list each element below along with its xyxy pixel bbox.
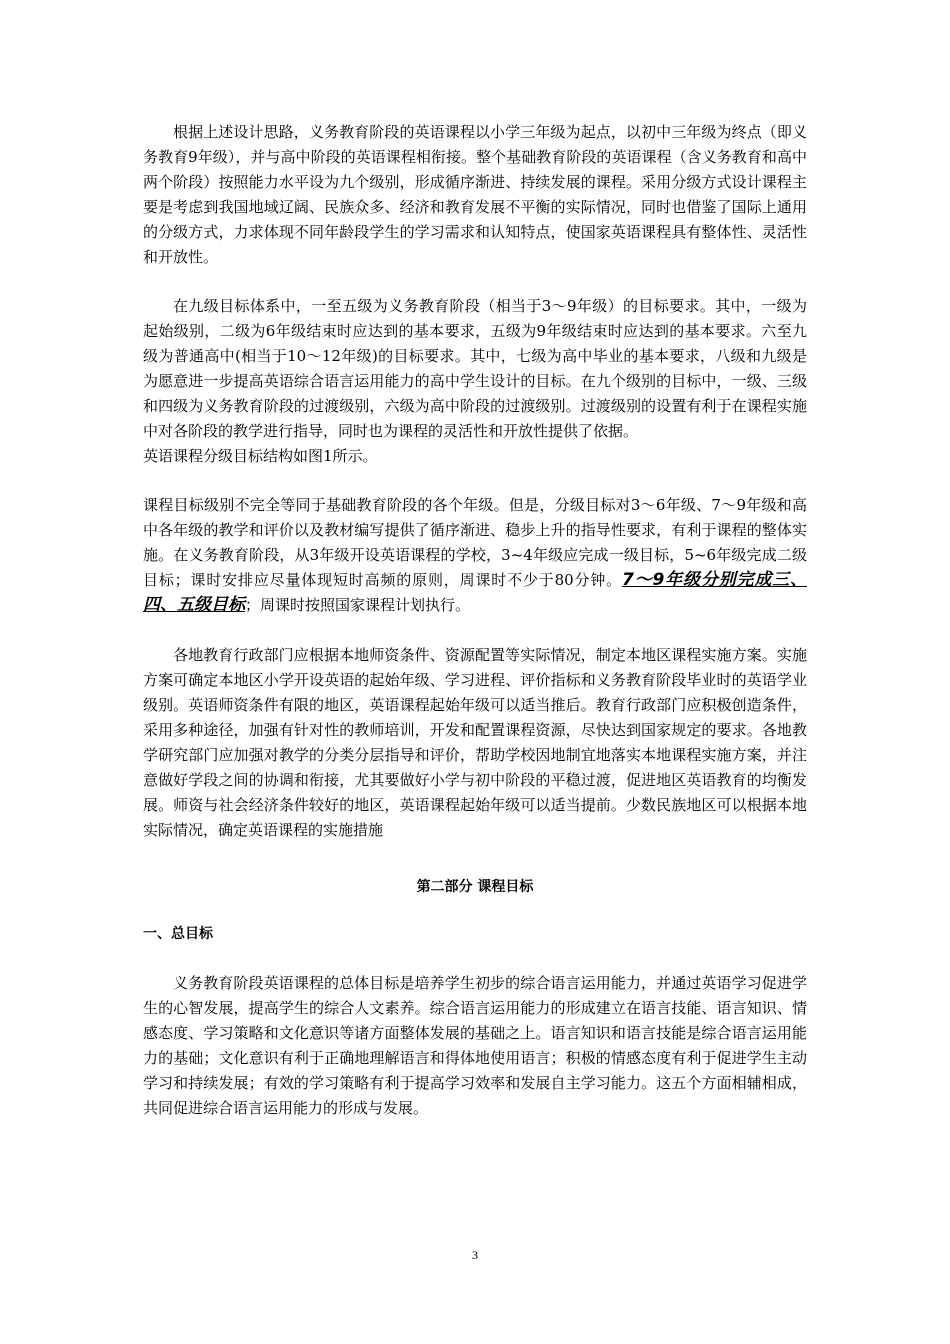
part-title: 第二部分 课程目标 [416, 879, 534, 895]
emphasis-grade-7-9-targets: 7～9年级分别完成三、四、五级目标 [143, 570, 807, 615]
document-page [143, 0, 807, 1121]
page-number: 3 [472, 1248, 478, 1262]
paragraph-overall-goal: 义务教育阶段英语课程的总体目标是培养学生初步的综合语言运用能力，并通过英语学习促进学生的心智发展，提高学生的综合人文素养。综合语言运用能力的形成建立在语言技能、语言知识、情感态度、学习策略和文化意识等诸方面整体发展的基础之上。语言知识和语言技能是综合语言运用能力的基础；文化意识有利于正确地理解语言和得体地使用语言；积极的情感态度有利于促进学生主动学习和持续发展；有效的学习策略有利于提高学习效率和发展自主学习能力。这五个方面相辅相成，共同促进综合语言运用能力的形成与发展。 [143, 974, 807, 1117]
section-title: 一、总目标 [143, 926, 213, 942]
paragraph-design-rationale: 根据上述设计思路，义务教育阶段的英语课程以小学三年级为起点，以初中三年级为终点（即义务教育9年级），并与高中阶段的英语课程相衔接。整个基础教育阶段的英语课程（含义务教育和高中两个阶段）按照能力水平设为九个级别，形成循序渐进、持续发展的课程。采用分级方式设计课程主要是考虑到我国地域辽阔、民族众多、经济和教育发展不平衡的实际情况，同时也借鉴了国际上通用的分级方式，力求体现不同年龄段学生的学习需求和认知特点，使国家英语课程具有整体性、灵活性和开放性。 [143, 123, 807, 266]
paragraph-level-grade-mapping-tail: ；周课时按照国家课程计划执行。 [245, 596, 471, 614]
paragraph-level-grade-mapping [143, 493, 807, 618]
paragraph-level-grade-mapping-text: 课程目标级别不完全等同于基础教育阶段的各个年级。但是，分级目标对3～6年级、7～9年级和高中各年级的教学和评价以及教材编写提供了循序渐进、稳步上升的指导性要求，有利于课程的整体实施。在义务教育阶段，从3年级开设英语课程的学校，3~4年级应完成一级目标，5~6年级完成二级目标；课时安排应尽量体现短时高频的原则，周课时不少于80分钟。 [143, 496, 807, 589]
paragraph-local-implementation: 各地教育行政部门应根据本地师资条件、资源配置等实际情况，制定本地区课程实施方案。实施方案可确定本地区小学开设英语的起始年级、学习进程、评价指标和义务教育阶段毕业时的英语学业级别。英语师资条件有限的地区，英语课程起始年级可以适当推后。教育行政部门应积极创造条件，采用多种途径，加强有针对性的教师培训，开发和配置课程资源，尽快达到国家规定的要求。各地教学研究部门应加强对教学的分类分层指导和评价，帮助学校因地制宜地落实本地课程实施方案，并注意做好学段之间的协调和衔接，尤其要做好小学与初中阶段的平稳过渡，促进地区英语教育的均衡发展。师资与社会经济条件较好的地区，英语课程起始年级可以适当提前。少数民族地区可以根据本地实际情况，确定英语课程的实施措施 [143, 646, 807, 839]
paragraph-figure-reference: 英语课程分级目标结构如图1所示。 [143, 447, 378, 465]
paragraph-nine-level-system: 在九级目标体系中，一至五级为义务教育阶段（相当于3～9年级）的目标要求。其中，一级为起始级别，二级为6年级结束时应达到的基本要求，五级为9年级结束时应达到的基本要求。六至九级为普通高中(相当于10～12年级)的目标要求。其中，七级为高中毕业的基本要求，八级和九级是为愿意进一步提高英语综合语言运用能力的高中学生设计的目标。在九个级别的目标中，一级、三级和四级为义务教育阶段的过渡级别，六级为高中阶段的过渡级别。过渡级别的设置有利于在课程实施中对各阶段的教学进行指导，同时也为课程的灵活性和开放性提供了依据。 [143, 297, 807, 440]
